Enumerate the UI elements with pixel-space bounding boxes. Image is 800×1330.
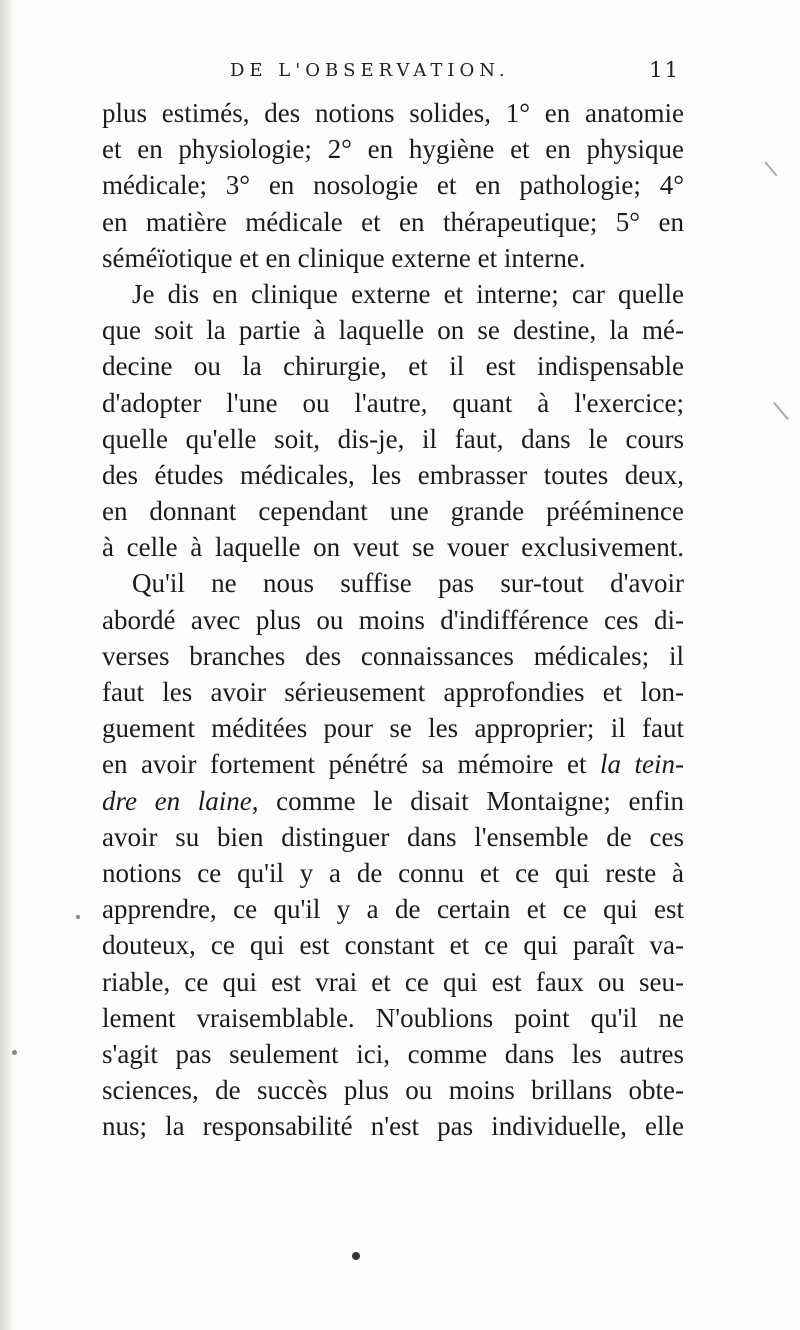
text-line-15: abordé avec plus ou moins d'indifférence ces di-: [102, 604, 684, 635]
text-line-28: sciences, de succès plus ou moins brillans obte-: [102, 1075, 684, 1106]
text-line-27: s'agit pas seulement ici, comme dans les autres: [102, 1038, 684, 1069]
text-line-18: guement méditées pour se les approprier; il faut: [102, 713, 684, 744]
text-line-29: nus; la responsabilité n'est pas individuelle, elle: [102, 1111, 684, 1142]
text-line-17: faut les avoir sérieusement approfondies et lon-: [102, 677, 684, 707]
text-line-26: lement vraisemblable. N'oublions point qu'il ne: [102, 1002, 684, 1033]
paper-mark: [773, 402, 789, 420]
text-line-7: que soit la partie à laquelle on se destine, la mé-: [102, 315, 684, 346]
text-line-1: plus estimés, des notions solides, 1° en anatomie: [102, 98, 684, 128]
text-line-4: en matière médicale et en thérapeutique; 5° en: [102, 206, 684, 237]
italic-phrase: dre en laine,: [102, 785, 259, 816]
text-line-2: et en physiologie; 2° en hygiène et en physique: [102, 134, 684, 165]
text-line-14: Qu'il ne nous suffise pas sur-tout d'avoir: [132, 568, 684, 599]
text-line-16: verses branches des connaissances médicales; il: [102, 640, 684, 671]
text-line-3: médicale; 3° en nosologie et en pathologie; 4°: [102, 170, 684, 201]
text-line-12: en donnant cependant une grande prééminence: [102, 496, 684, 527]
ink-speck: [12, 1050, 17, 1055]
text-line-19: en avoir fortement pénétré sa mémoire et la tein-: [102, 749, 684, 780]
page-header: [100, 56, 680, 90]
page-number: 11: [649, 58, 680, 82]
text-line-11: des études médicales, les embrasser toutes deux,: [102, 459, 684, 490]
text-line-10: quelle qu'elle soit, dis-je, il faut, dans le cours: [102, 423, 684, 454]
ink-speck: [76, 915, 80, 919]
printer-ornament: [352, 1252, 360, 1260]
text-line-21: avoir su bien distinguer dans l'ensemble de ces: [102, 821, 684, 852]
page-gutter-shadow: [0, 0, 12, 1330]
running-title: DE L'OBSERVATION.: [230, 60, 510, 81]
text-line-8: decine ou la chirurgie, et il est indispensable: [102, 351, 684, 382]
paper-mark: [764, 161, 777, 176]
text-line-20: dre en laine, comme le disait Montaigne; enfin: [102, 785, 684, 816]
text-line-25: riable, ce qui est vrai et ce qui est faux ou seu-: [102, 966, 684, 997]
text-line-9: d'adopter l'une ou l'autre, quant à l'exercice;: [102, 387, 684, 418]
italic-phrase: la tein-: [599, 749, 684, 780]
text-line-23: apprendre, ce qu'il y a de certain et ce qui est: [102, 894, 684, 925]
text-line-5: séméïotique et en clinique externe et interne.: [102, 242, 586, 273]
body-text: [102, 95, 684, 1144]
text-line-6: Je dis en clinique externe et interne; car quelle: [132, 278, 684, 309]
text-line-13: à celle à laquelle on veut se vouer exclusivement.: [102, 532, 684, 563]
text-line-24: douteux, ce qui est constant et ce qui paraît va-: [102, 930, 684, 961]
text-line-22: notions ce qu'il y a de connu et ce qui reste à: [102, 857, 684, 888]
